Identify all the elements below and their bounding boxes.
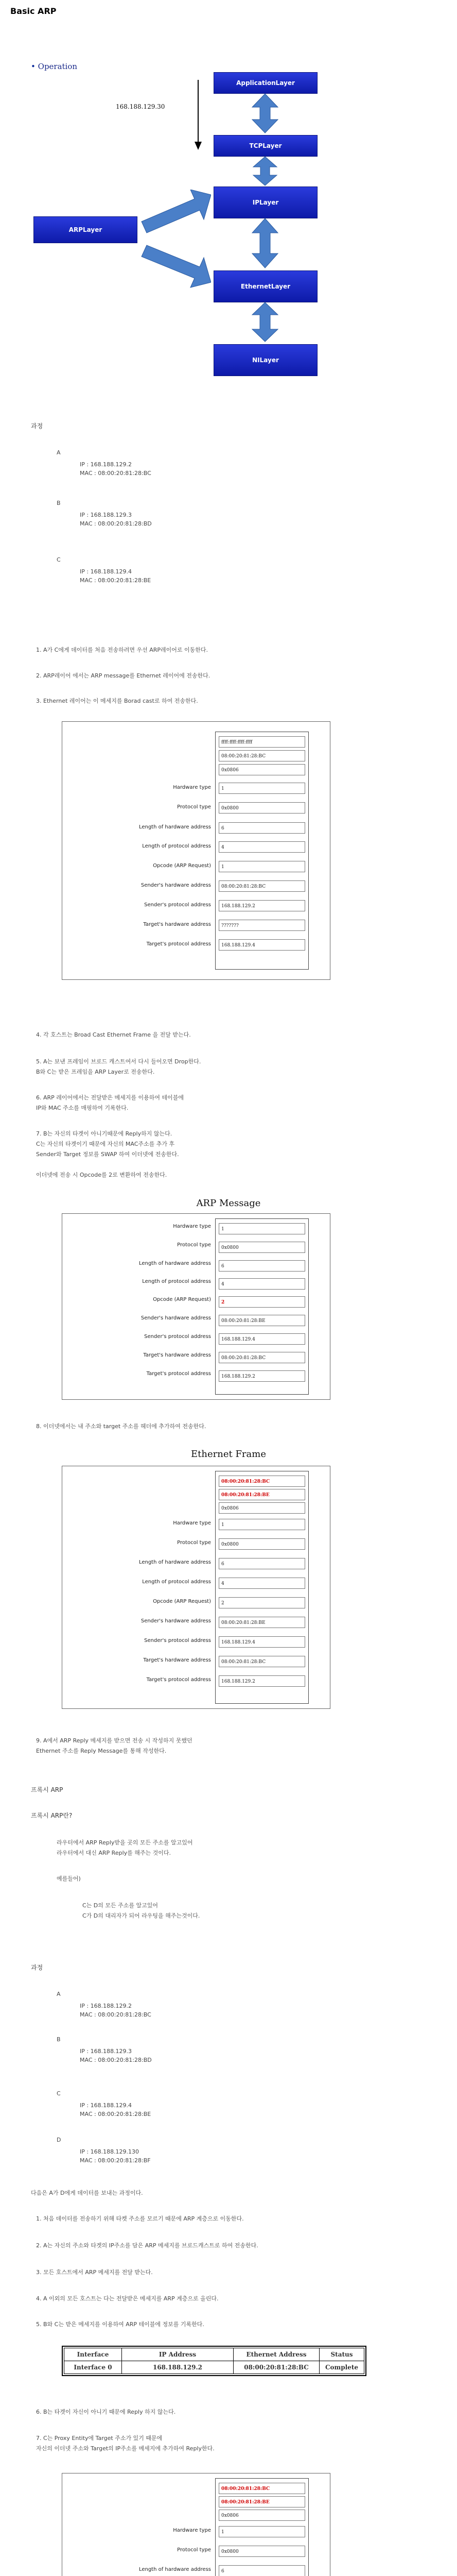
process2-intro: 다음은 A가 D에게 데이터를 보내는 과정이다. [31,2190,143,2196]
frame-field: 08:00:20:81:28:BE [219,1617,305,1628]
host-b: B IP : 168.188.129.3 MAC : 08:00:20:81:28:BD [57,500,152,527]
frame-field: 168.188.129.4 [219,1636,305,1648]
frame-field: 08:00:20:81:28:BC [219,1352,305,1363]
frame-field: 0x0800 [219,1242,305,1253]
step-5: 5. B와 C는 받은 메세지를 이용하여 ARP 테이블에 정보를 기록한다. [36,2321,204,2328]
field-label: Length of hardware address [138,1560,211,1565]
host-b: B IP : 168.188.129.3 MAC : 08:00:20:81:28:BD [57,2036,152,2063]
proxy-subheading: 프록시 ARP란? [31,1812,73,1819]
table-header: IP Address [122,2348,234,2361]
field-label: Length of protocol address [142,1579,211,1585]
proxy-example: C가 D의 대리자가 되어 라우팅을 해주는것이다. [82,1912,200,1919]
table-cell: Complete [320,2361,364,2374]
frame-field: 6 [219,1260,305,1272]
ethernet-layer: EthernetLayer [214,270,318,302]
ethernet-frame-fields [215,1471,309,1704]
table-header: Interface [64,2348,122,2361]
down-arrow-icon [193,80,203,152]
ni-layer: NILayer [214,344,318,376]
table-cell: Interface 0 [64,2361,122,2374]
step-7-cont: Sender와 Target 정보를 SWAP 하여 이더넷에 전송한다. [36,1151,179,1158]
operation-label: • Operation [31,62,78,71]
step-7-cont: C는 자신의 타겟이기 때문에 자신의 MAC주소를 추가 후 [36,1141,175,1147]
field-label: Sender's protocol address [144,902,211,908]
frame-field: 1 [219,861,305,872]
frame-field: 0x0806 [219,1502,305,1514]
frame-field: 1 [219,1519,305,1530]
frame-field: 168.188.129.2 [219,1675,305,1687]
frame-field: 0x0806 [219,764,305,775]
step-5-cont: B와 C는 받은 프레임을 ARP Layer로 전송한다. [36,1069,155,1075]
field-label: Length of protocol address [142,843,211,849]
host-c: C IP : 168.188.129.4 MAC : 08:00:20:81:28:BE [57,556,151,584]
frame-field: 168.188.129.2 [219,900,305,911]
proxy-example: C는 D의 모든 주소를 알고있어 [82,1902,159,1909]
step-6-cont: IP와 MAC 주소를 매핑하여 기록한다. [36,1105,129,1111]
frame-field: 4 [219,1578,305,1589]
frame-field: 0x0800 [219,2546,305,2557]
step-3: 3. 모든 호스트에서 ARP 메세지를 전달 받는다. [36,2269,153,2276]
field-label: Sender's protocol address [144,1638,211,1643]
frame-field: 08:00:20:81:28:BE [219,2496,305,2507]
field-label: Length of hardware address [138,824,211,830]
bidirectional-arrow-icon [247,217,283,269]
frame-field: ??????? [219,920,305,931]
frame-field: 0x0800 [219,802,305,814]
proxy-example-label: 예를들어) [57,1875,81,1882]
step-3: 3. Ethernet 레이어는 이 메세지를 Borad cast로 하여 전송한다. [36,698,198,704]
step-6: 6. B는 타겟이 자신이 아니기 때문에 Reply 하지 않는다. [36,2409,176,2415]
bidirectional-arrow-icon [247,93,283,134]
field-label: Target's protocol address [146,1677,211,1683]
frame-field: 1 [219,1223,305,1234]
step-4: 4. 각 호스트는 Broad Cast Ethernet Frame 을 전달 받는다. [36,1031,191,1038]
diagonal-arrow-icon [139,237,211,289]
step-7: 7. C는 Proxy Entity에 Target 주소가 있기 때문에 [36,2435,163,2442]
arp-layer: ARPLayer [33,216,137,243]
field-label: Sender's protocol address [144,1334,211,1340]
frame-field: 1 [219,2526,305,2537]
section-heading: 과정 [31,422,43,430]
frame-field: 6 [219,822,305,834]
table-cell: 08:00:20:81:28:BC [234,2361,320,2374]
bidirectional-arrow-icon [247,156,283,187]
step-4: 4. A 이외의 모든 호스트는 다는 전달받은 메세지를 ARP 계층으로 올린다. [36,2295,219,2302]
frame-field: 4 [219,841,305,853]
host-a: A IP : 168.188.129.2 MAC : 08:00:20:81:28:BC [57,1991,151,2018]
frame-field: 08:00:20:81:28:BC [219,880,305,892]
field-label: Sender's hardware address [140,883,211,888]
ip-layer: IPLayer [214,187,318,218]
frame-field: 168.188.129.4 [219,1333,305,1345]
field-label: Length of hardware address [138,1261,211,1266]
step-1: 1. 처음 데이터를 전송하기 위해 타켓 주소를 모르기 때문에 ARP 계층으로 이동한다. [36,2215,244,2222]
step-5: 5. A는 보낸 프레임이 브로드 캐스트여서 다시 들어오면 Drop한다. [36,1058,201,1065]
arp-message-title: ARP Message [196,1198,261,1209]
field-label: Target's protocol address [146,941,211,947]
field-label: Target's hardware address [143,922,211,927]
frame-field: 0x0806 [219,2510,305,2521]
frame-field: 6 [219,2565,305,2576]
proxy-reply-fields [215,2478,309,2576]
frame-field: 08:00:20:81:28:BC [219,750,305,761]
frame-field: 6 [219,1558,305,1569]
step-6: 6. ARP 레이어에서는 전달받은 메세지를 이용하여 테이블에 [36,1094,184,1101]
field-label: Opcode (ARP Request) [153,1297,211,1302]
field-label: Sender's hardware address [140,1618,211,1624]
field-label: Protocol type [177,1242,211,1248]
proxy-desc: 라우터에서 대신 ARP Reply를 해주는 것이다. [57,1850,171,1856]
frame-field: 168.188.129.2 [219,1370,305,1382]
frame-field: 1 [219,783,305,794]
field-label: Length of hardware address [138,2567,211,2572]
field-label: Hardware type [173,1520,211,1526]
tcp-layer: TCPLayer [214,135,318,157]
frame-field: ffff:ffff:ffff:ffff [219,736,305,748]
proxy-desc: 라우터에서 ARP Reply받을 곳의 모든 주소를 알고있어 [57,1839,193,1846]
step-9: 9. A에서 ARP Reply 메세지를 받으면 전송 시 작성하지 못했던 [36,1737,192,1744]
field-label: Sender's hardware address [140,1315,211,1321]
host-d: D IP : 168.188.129.130 MAC : 08:00:20:81:28:BF [57,2137,151,2164]
step-2: 2. ARP레이어 에서는 ARP message를 Ethernet 레이어에 전송한다. [36,672,210,679]
frame-field: 0x0800 [219,1538,305,1550]
ethernet-frame-title: Ethernet Frame [191,1449,266,1460]
step-9-cont: Ethernet 주소를 Reply Message를 통해 작성한다. [36,1748,167,1754]
field-label: Hardware type [173,785,211,790]
field-label: Opcode (ARP Request) [153,863,211,869]
step-7-note: 이더넷에 전송 시 Opcode를 2로 변환하여 전송한다. [36,1172,167,1178]
field-label: Target's hardware address [143,1352,211,1358]
ip-address-label: 168.188.129.30 [116,103,165,110]
frame-field: 4 [219,1278,305,1290]
host-a: A IP : 168.188.129.2 MAC : 08:00:20:81:28:BC [57,449,151,477]
frame-field: 2 [219,1597,305,1608]
step-1: 1. A가 C에게 데이터를 처음 전송하려면 우선 ARP레이어로 이동한다. [36,647,208,653]
step-7-cont: 자신의 이더넷 주소와 Target의 IP주소를 메세지에 추가하여 Reply한다. [36,2445,215,2452]
step-7: 7. B는 자신의 타겟이 아니기때문에 Reply하지 않는다. [36,1130,172,1137]
proxy-heading: 프록시 ARP [31,1786,63,1793]
application-layer: ApplicationLayer [214,72,318,94]
frame-field: 2 [219,1296,305,1308]
frame-field: 08:00:20:81:28:BC [219,2483,305,2494]
table-cell: 168.188.129.2 [122,2361,234,2374]
frame-field: 08:00:20:81:28:BE [219,1489,305,1500]
broadcast-frame-fields [215,732,309,970]
field-label: Opcode (ARP Request) [153,1599,211,1604]
field-label: Hardware type [173,2528,211,2533]
bidirectional-arrow-icon [247,301,283,343]
frame-field: 168.188.129.4 [219,939,305,951]
page-title: Basic ARP [10,6,57,16]
host-c: C IP : 168.188.129.4 MAC : 08:00:20:81:28:BE [57,2090,151,2117]
field-label: Length of protocol address [142,1279,211,1284]
arp-table [62,2346,366,2376]
field-label: Protocol type [177,804,211,810]
step-8: 8. 이더넷에서는 내 주소와 target 주소를 헤더에 추가하여 전송한다. [36,1423,206,1430]
section-heading: 과정 [31,1964,43,1971]
table-header: Ethernet Address [234,2348,320,2361]
frame-field: 08:00:20:81:28:BC [219,1656,305,1667]
frame-field: 08:00:20:81:28:BC [219,1476,305,1487]
field-label: Target's hardware address [143,1657,211,1663]
field-label: Protocol type [177,2547,211,2553]
layer-diagram [10,52,319,381]
field-label: Target's protocol address [146,1371,211,1377]
field-label: Protocol type [177,1540,211,1546]
step-2: 2. A는 자신의 주소와 타겟의 IP주소를 담은 ARP 메세지를 브로드캐스트로 하여 전송한다. [36,2242,258,2249]
table-header: Status [320,2348,364,2361]
frame-field: 08:00:20:81:28:BE [219,1315,305,1326]
arp-message-fields [215,1218,309,1395]
field-label: Hardware type [173,1224,211,1229]
